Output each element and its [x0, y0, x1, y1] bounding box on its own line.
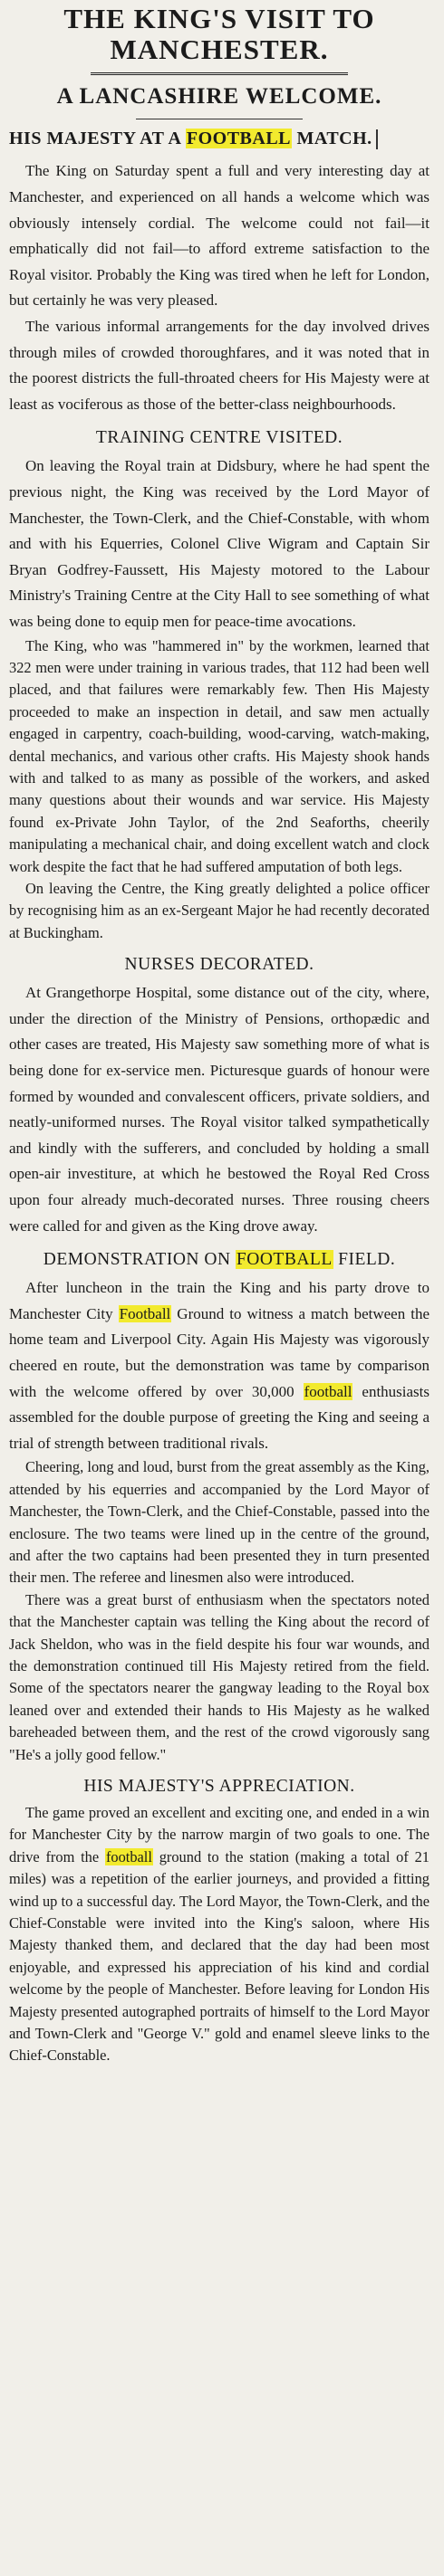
paragraph: The King on Saturday spent a full and very interesting day at Manchester, and experienced on all hands a welcome which was obviously intensely cordial. The welcome could not fail—it emphatically did not fail—to afford extreme satisfaction to the Royal visitor. Probably the King was tired when he left for London, but certainly he was very pleased. — [9, 162, 430, 310]
headline — [9, 4, 430, 65]
paragraph: The King, who was "hammered in" by the workmen, learned that 322 men were under training in various trades, that 112 had been well placed, and that failures were remarkably few. Then His Majesty proceeded to make an inspection in detail, and saw men actually engaged in carpentry, coach-building, wood-carving, watch-making, dental mechanics, and various other crafts. His Majesty shook hands with and talked to as many as possible of the workers, and asked many questions about their wounds and war service. His Majesty found ex-Private John Taylor, of the 2nd Seaforths, cheerily manipulating a mechanical chair, and doing excellent watch and clock work despite the fact that he had suffered amputation of both legs. — [9, 636, 430, 875]
paragraph: There was a great burst of enthusiasm when the spectators noted that the Manchester captain was telling the King about the record of Jack Sheldon, who was in the field despite his four war wounds, and the demonstration continued till His Majesty retired from the field. Some of the spectators nearer the gangway leading to the Royal box leaned over and extended their hands to His Majesty as he walked bareheaded between them, and the rest of the crowd vigorously sang "He's a jolly good fellow." — [9, 1590, 430, 1763]
highlight-football: football — [105, 1847, 152, 1865]
headline-rule — [91, 72, 348, 75]
section-heading-appreciation: HIS MAJESTY'S APPRECIATION. — [83, 1776, 355, 1796]
highlight-football: Football — [119, 1304, 171, 1322]
paragraph: The various informal arrangements for the day involved drives through miles of crowded thoroughfares, and it was noted that in the poorest districts the full-throated cheers for His Majesty were at least as vociferous as those of the better-class neighbourhoods. — [9, 317, 430, 413]
section-heading-training-centre: TRAINING CENTRE VISITED. — [95, 428, 343, 448]
headline-line-2: MANCHESTER. — [110, 33, 329, 65]
section-heading-football-match: HIS MAJESTY AT A FOOTBALL MATCH. — [9, 129, 430, 149]
headline-line-1: THE KING'S VISIT TO — [63, 3, 375, 34]
paragraph: The game proved an excellent and exciting one, and ended in a win for Manchester City by the narrow margin of two goals to one. The drive from the football ground to the station (making a total of 21 miles) was a repetition of the earlier journeys, and provided a fitting wind up to a successful day. The Lord Mayor, the Town-Clerk, and the Chief-Constable were invited into the King's saloon, where His Majesty thanked them, and declared that the day had been most enjoyable, and expressed his appreciation of his kind and cordial welcome by the people of Manchester. Before leaving for London His Majesty presented autographed portraits of himself to the Lord Mayor and Town-Clerk and "George V." gold and enamel sleeve links to the Chief-Constable. — [9, 1803, 430, 2065]
highlight-football: FOOTBALL — [236, 1250, 333, 1270]
highlight-football: football — [304, 1382, 352, 1400]
column-rule — [376, 129, 378, 149]
subtitle: A LANCASHIRE WELCOME. — [56, 84, 382, 109]
highlight-football: FOOTBALL — [186, 129, 291, 148]
paragraph: On leaving the Royal train at Didsbury, where he had spent the previous night, the King was received by the Lord Mayor of Manchester, the Town-Clerk, and the Chief-Constable, with whom and with his Equerries, Colonel Clive Wigram and Captain Sir Bryan Godfrey-Faussett, His Majesty motored to the Labour Ministry's Training Centre at the City Hall to see something of what was being done to equip men for peace-time avocations. — [9, 457, 430, 630]
paragraph: At Grangethorpe Hospital, some distance out of the city, where, under the direction of the Ministry of Pensions, orthopædic and other cases are treated, His Majesty saw something more of what is being done for ex-service men. Picturesque guards of honour were formed by wounded and convalescent officers, private soldiers, and neatly-uniformed nurses. The Royal visitor talked sympathetically and kindly with the sufferers, and concluded by holding a small open-air investiture, at which he bestowed the Royal Red Cross upon four already much-decorated nurses. Three rousing cheers were called for and given as the King drove away. — [9, 984, 430, 1235]
paragraph: On leaving the Centre, the King greatly delighted a police officer by recognising him as an ex-Sergeant Major he had recently decorated at Buckingham. — [9, 879, 430, 941]
section-heading-demonstration: DEMONSTRATION ON FOOTBALL FIELD. — [43, 1250, 396, 1270]
paragraph: Cheering, long and loud, burst from the great assembly as the King, attended by his equerries and accompanied by the Lord Mayor of Manchester, the Town-Clerk, and the Chief-Constable, passed into the enclosure. The two teams were lined up in the centre of the ground, and after the two captains had been presented they in turn presented their men. The referee and linesmen also were introduced. — [9, 1458, 430, 1587]
article-body — [9, 129, 430, 2067]
paragraph: After luncheon in the train the King and his party drove to Manchester City Football Ground to witness a match between the home team and Liverpool City. Again His Majesty was vigorously cheered en route, but the demonstration was tame by comparison with the welcome offered by over 30,000 football enthusiasts assembled for the double purpose of greeting the King and seeing a trial of strength between traditional rivals. — [9, 1279, 430, 1452]
section-heading-nurses: NURSES DECORATED. — [124, 955, 314, 975]
